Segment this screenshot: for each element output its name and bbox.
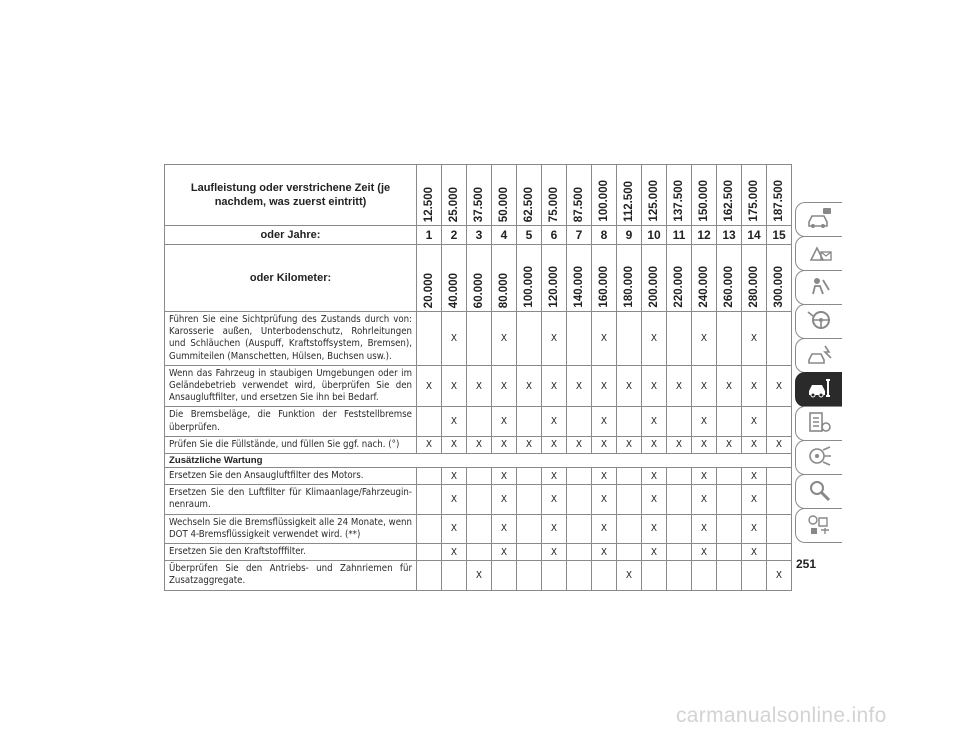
task-description: Die Bremsbeläge, die Funktion der Feststellbremse überprüfen.	[165, 407, 417, 436]
interval-mark: X	[417, 365, 442, 407]
interval-mark: X	[467, 561, 492, 590]
interval-mark	[617, 544, 642, 561]
interval-mark	[517, 312, 542, 366]
interval-mark: X	[692, 365, 717, 407]
interval-mark: X	[717, 436, 742, 453]
header-row-years	[165, 226, 792, 245]
interval-mark	[667, 468, 692, 485]
interval-mark	[717, 407, 742, 436]
mileage-value: 150.000	[698, 180, 710, 222]
mileage-cell	[592, 165, 617, 226]
multimedia-icon	[805, 444, 833, 472]
interval-mark: X	[542, 312, 567, 366]
interval-mark: X	[617, 436, 642, 453]
km-cell	[742, 245, 767, 312]
interval-mark: X	[592, 485, 617, 514]
mileage-value: 125.000	[648, 180, 660, 222]
task-description: Prüfen Sie die Füllstände, und füllen Sie ggf. nach. (°)	[165, 436, 417, 453]
chapter-tab-3[interactable]	[795, 270, 842, 305]
mileage-value: 50.000	[498, 186, 510, 222]
km-value: 160.000	[598, 266, 610, 308]
section-title: Zusätzliche Wartung	[165, 454, 792, 468]
interval-mark	[767, 514, 792, 543]
km-cell	[567, 245, 592, 312]
interval-mark: X	[767, 436, 792, 453]
language-icon	[805, 512, 833, 540]
interval-mark	[492, 561, 517, 590]
chapter-tabs	[795, 200, 841, 542]
interval-mark: X	[467, 365, 492, 407]
interval-mark: X	[692, 485, 717, 514]
interval-mark	[517, 561, 542, 590]
interval-mark: X	[667, 436, 692, 453]
search-index-icon	[805, 478, 833, 506]
interval-mark	[567, 561, 592, 590]
task-description: Überprüfen Sie den Antriebs- und Zahnriemen für Zusatzaggregate.	[165, 561, 417, 590]
km-cell	[417, 245, 442, 312]
year-value: 11	[667, 226, 692, 245]
interval-mark	[592, 561, 617, 590]
interval-mark: X	[592, 407, 617, 436]
interval-mark: X	[742, 485, 767, 514]
interval-mark: X	[742, 514, 767, 543]
interval-mark: X	[417, 436, 442, 453]
mileage-cell	[517, 165, 542, 226]
interval-mark	[417, 561, 442, 590]
interval-mark	[467, 312, 492, 366]
interval-mark: X	[592, 436, 617, 453]
year-value: 6	[542, 226, 567, 245]
mileage-cell	[742, 165, 767, 226]
interval-mark	[417, 514, 442, 543]
km-cell	[542, 245, 567, 312]
mileage-cell	[692, 165, 717, 226]
interval-mark: X	[742, 436, 767, 453]
mileage-value: 37.500	[473, 186, 485, 222]
interval-mark: X	[642, 544, 667, 561]
interval-mark: X	[617, 561, 642, 590]
km-cell	[692, 245, 717, 312]
interval-mark	[467, 544, 492, 561]
interval-mark: X	[542, 514, 567, 543]
interval-mark: X	[642, 312, 667, 366]
interval-mark	[417, 468, 442, 485]
year-value: 1	[417, 226, 442, 245]
chapter-tab-4[interactable]	[795, 304, 842, 339]
interval-mark	[567, 468, 592, 485]
chapter-tab-8[interactable]	[795, 440, 842, 475]
km-cell	[467, 245, 492, 312]
interval-mark	[517, 407, 542, 436]
interval-mark: X	[717, 365, 742, 407]
km-value: 140.000	[573, 266, 585, 308]
table-row	[165, 365, 792, 407]
year-value: 12	[692, 226, 717, 245]
interval-mark: X	[592, 544, 617, 561]
task-description: Ersetzen Sie den Ansaugluftfilter des Motors.	[165, 468, 417, 485]
mileage-value: 187.500	[773, 180, 785, 222]
km-value: 260.000	[723, 266, 735, 308]
interval-mark	[767, 468, 792, 485]
mileage-value: 175.000	[748, 180, 760, 222]
interval-mark	[442, 561, 467, 590]
interval-mark: X	[567, 365, 592, 407]
interval-mark	[667, 514, 692, 543]
car-crash-icon	[805, 342, 833, 370]
task-description: Ersetzen Sie den Luftfilter für Klimaanlage/Fahrzeugin-nenraum.	[165, 485, 417, 514]
km-value: 120.000	[548, 266, 560, 308]
interval-mark: X	[692, 312, 717, 366]
mileage-cell	[617, 165, 642, 226]
mileage-value: 162.500	[723, 180, 735, 222]
km-cell	[642, 245, 667, 312]
mileage-cell	[717, 165, 742, 226]
interval-mark	[767, 312, 792, 366]
km-value: 220.000	[673, 266, 685, 308]
year-value: 4	[492, 226, 517, 245]
km-cell	[442, 245, 467, 312]
interval-mark: X	[492, 544, 517, 561]
interval-mark: X	[642, 485, 667, 514]
interval-mark	[417, 407, 442, 436]
interval-mark	[417, 485, 442, 514]
interval-mark: X	[542, 407, 567, 436]
interval-mark: X	[767, 365, 792, 407]
interval-mark: X	[542, 485, 567, 514]
interval-mark: X	[442, 514, 467, 543]
interval-mark	[717, 485, 742, 514]
km-value: 60.000	[473, 272, 485, 308]
interval-mark: X	[592, 312, 617, 366]
page-number: 251	[796, 557, 817, 571]
interval-mark	[517, 544, 542, 561]
mileage-value: 25.000	[448, 186, 460, 222]
interval-mark	[567, 407, 592, 436]
year-value: 14	[742, 226, 767, 245]
km-value: 40.000	[448, 272, 460, 308]
interval-mark: X	[692, 468, 717, 485]
interval-mark: X	[442, 544, 467, 561]
interval-mark: X	[692, 544, 717, 561]
interval-mark: X	[742, 544, 767, 561]
interval-mark: X	[592, 365, 617, 407]
interval-mark: X	[442, 407, 467, 436]
interval-mark: X	[567, 436, 592, 453]
interval-mark	[717, 544, 742, 561]
table-row	[165, 561, 792, 590]
chapter-tab-6[interactable]	[795, 372, 842, 407]
interval-mark	[667, 544, 692, 561]
steering-wheel-icon	[805, 308, 833, 336]
interval-mark: X	[492, 436, 517, 453]
year-value: 5	[517, 226, 542, 245]
table-row	[165, 407, 792, 436]
interval-mark: X	[767, 561, 792, 590]
header-row-km	[165, 245, 792, 312]
interval-mark: X	[642, 436, 667, 453]
interval-mark	[767, 485, 792, 514]
years-label: oder Jahre:	[165, 226, 417, 245]
section-row	[165, 454, 792, 468]
km-cell	[492, 245, 517, 312]
interval-mark	[467, 468, 492, 485]
interval-mark: X	[742, 407, 767, 436]
interval-mark: X	[517, 436, 542, 453]
interval-mark: X	[467, 436, 492, 453]
interval-mark	[567, 485, 592, 514]
chapter-tab-10[interactable]	[795, 508, 842, 543]
header-row-miles	[165, 165, 792, 226]
km-value: 20.000	[423, 272, 435, 308]
interval-mark: X	[492, 365, 517, 407]
mileage-value: 87.500	[573, 186, 585, 222]
watermark: carmanualsonline.info	[676, 704, 887, 727]
interval-mark: X	[642, 365, 667, 407]
year-value: 8	[592, 226, 617, 245]
interval-mark	[767, 407, 792, 436]
interval-mark	[692, 561, 717, 590]
interval-mark: X	[442, 436, 467, 453]
km-cell	[667, 245, 692, 312]
interval-mark: X	[667, 365, 692, 407]
mileage-value: 100.000	[598, 180, 610, 222]
interval-mark: X	[492, 514, 517, 543]
mileage-value: 112.500	[623, 181, 635, 222]
interval-mark	[542, 561, 567, 590]
chapter-tab-1[interactable]	[795, 202, 842, 237]
km-value: 280.000	[748, 266, 760, 308]
table-row	[165, 544, 792, 561]
interval-mark: X	[442, 312, 467, 366]
table-row	[165, 468, 792, 485]
table-row	[165, 485, 792, 514]
interval-mark	[617, 514, 642, 543]
km-cell	[717, 245, 742, 312]
car-info-icon	[805, 206, 833, 234]
interval-mark	[717, 312, 742, 366]
mileage-cell	[542, 165, 567, 226]
interval-mark	[667, 561, 692, 590]
safety-icon	[805, 274, 833, 302]
km-cell	[767, 245, 792, 312]
mileage-value: 75.000	[548, 186, 560, 222]
interval-mark	[517, 468, 542, 485]
interval-mark	[717, 561, 742, 590]
year-value: 7	[567, 226, 592, 245]
interval-mark	[667, 312, 692, 366]
specifications-icon	[805, 410, 833, 438]
km-value: 100.000	[523, 266, 535, 308]
interval-mark: X	[492, 312, 517, 366]
maintenance-table	[164, 164, 792, 591]
mileage-cell	[767, 165, 792, 226]
interval-mark	[567, 312, 592, 366]
km-value: 240.000	[698, 266, 710, 308]
interval-mark: X	[492, 468, 517, 485]
interval-mark: X	[742, 365, 767, 407]
interval-mark	[617, 407, 642, 436]
interval-mark	[767, 544, 792, 561]
mileage-cell	[667, 165, 692, 226]
interval-mark: X	[617, 365, 642, 407]
interval-mark: X	[642, 514, 667, 543]
interval-mark	[467, 514, 492, 543]
year-value: 10	[642, 226, 667, 245]
interval-mark: X	[642, 407, 667, 436]
interval-mark: X	[742, 312, 767, 366]
km-value: 300.000	[773, 266, 785, 308]
year-value: 13	[717, 226, 742, 245]
interval-mark	[617, 468, 642, 485]
interval-mark: X	[542, 468, 567, 485]
table-row	[165, 514, 792, 543]
interval-mark: X	[592, 468, 617, 485]
task-description: Wechseln Sie die Bremsflüssigkeit alle 24 Monate, wenn DOT 4-Bremsflüssigkeit verwendet wird. (**)	[165, 514, 417, 543]
km-value: 200.000	[648, 266, 660, 308]
mileage-value: 137.500	[673, 180, 685, 222]
interval-mark: X	[442, 365, 467, 407]
warning-lights-icon	[805, 240, 833, 268]
interval-mark	[667, 485, 692, 514]
year-value: 15	[767, 226, 792, 245]
interval-mark: X	[542, 544, 567, 561]
interval-mark: X	[742, 468, 767, 485]
task-description: Ersetzen Sie den Kraftstofffilter.	[165, 544, 417, 561]
interval-mark	[517, 514, 542, 543]
interval-mark: X	[692, 436, 717, 453]
interval-mark	[467, 407, 492, 436]
interval-mark	[742, 561, 767, 590]
interval-mark: X	[492, 407, 517, 436]
interval-mark	[717, 468, 742, 485]
km-value: 180.000	[623, 266, 635, 308]
mileage-cell	[442, 165, 467, 226]
interval-mark	[567, 544, 592, 561]
interval-mark: X	[692, 407, 717, 436]
km-cell	[617, 245, 642, 312]
interval-mark: X	[692, 514, 717, 543]
km-value: 80.000	[498, 272, 510, 308]
interval-mark: X	[542, 365, 567, 407]
mileage-cell	[492, 165, 517, 226]
mileage-value: 62.500	[523, 186, 535, 222]
car-service-icon	[805, 376, 833, 404]
table-row	[165, 436, 792, 453]
task-description: Wenn das Fahrzeug in staubigen Umgebungen oder im Geländebetrieb verwendet wird, überprüfen Sie den Ansaugluftfilter, und ersetzen Sie ihn bei Bedarf.	[165, 365, 417, 407]
chapter-tab-5[interactable]	[795, 338, 842, 373]
interval-mark: X	[592, 514, 617, 543]
interval-mark	[517, 485, 542, 514]
interval-mark: X	[442, 468, 467, 485]
chapter-tab-9[interactable]	[795, 474, 842, 509]
year-value: 2	[442, 226, 467, 245]
mileage-cell	[467, 165, 492, 226]
mileage-cell	[417, 165, 442, 226]
interval-mark	[417, 544, 442, 561]
km-cell	[517, 245, 542, 312]
interval-mark	[617, 312, 642, 366]
interval-mark	[667, 407, 692, 436]
interval-mark: X	[642, 468, 667, 485]
year-value: 3	[467, 226, 492, 245]
km-label: oder Kilometer:	[165, 245, 417, 312]
interval-mark	[717, 514, 742, 543]
interval-mark	[642, 561, 667, 590]
interval-mark	[617, 485, 642, 514]
interval-mark	[567, 514, 592, 543]
table-row	[165, 312, 792, 366]
interval-mark: X	[492, 485, 517, 514]
km-cell	[592, 245, 617, 312]
interval-mark: X	[542, 436, 567, 453]
chapter-tab-7[interactable]	[795, 406, 842, 441]
mileage-value: 12.500	[423, 186, 435, 222]
interval-mark: X	[442, 485, 467, 514]
interval-mark	[417, 312, 442, 366]
header-label: Laufleistung oder verstrichene Zeit (je nachdem, was zuerst eintritt)	[165, 165, 417, 226]
chapter-tab-2[interactable]	[795, 236, 842, 271]
mileage-cell	[567, 165, 592, 226]
task-description: Führen Sie eine Sichtprüfung des Zustands durch von: Karosserie außen, Unterbodenschutz, Rohrleitungen und Schläuchen (Auspuff, Kraftstoffsystem, Bremsen), Gummiteilen (Manschetten, Hülsen, Buchsen usw.).	[165, 312, 417, 366]
year-value: 9	[617, 226, 642, 245]
interval-mark	[467, 485, 492, 514]
interval-mark: X	[517, 365, 542, 407]
mileage-cell	[642, 165, 667, 226]
